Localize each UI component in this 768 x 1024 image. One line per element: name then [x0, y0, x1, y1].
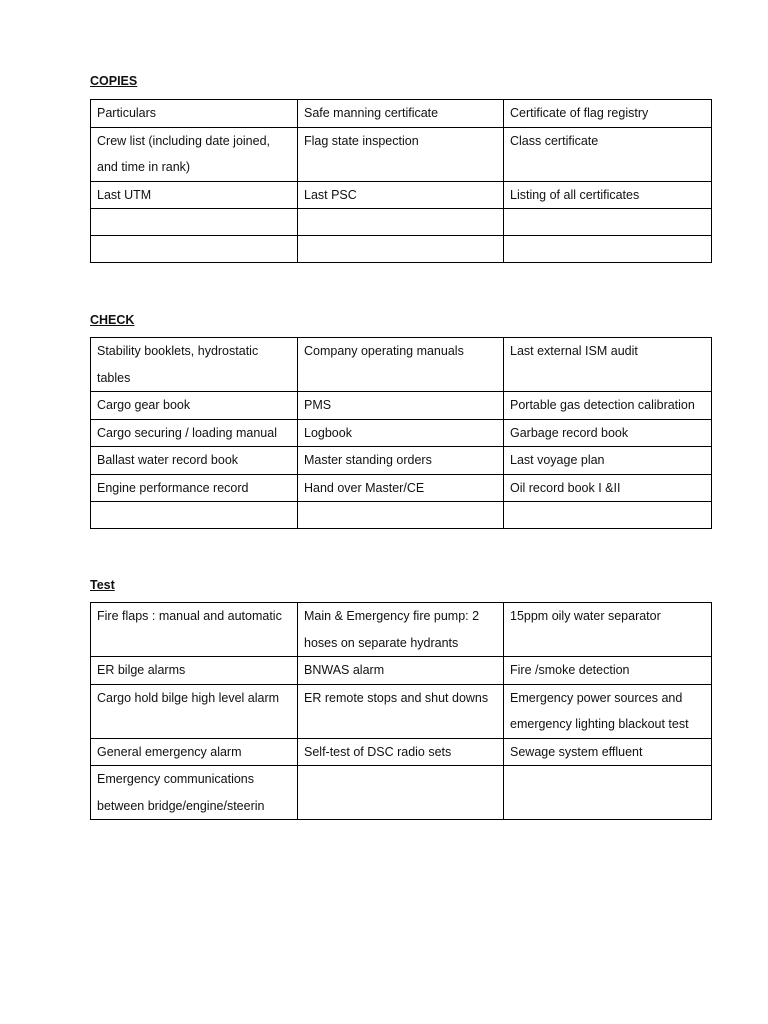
- table-cell: Main & Emergency fire pump: 2 hoses on separate hydrants: [298, 603, 504, 657]
- table-cell: General emergency alarm: [91, 738, 298, 766]
- table-cell: Last UTM: [91, 181, 298, 209]
- table-row: [91, 447, 712, 475]
- table-cell: Class certificate: [504, 127, 712, 181]
- table-cell: Last external ISM audit: [504, 338, 712, 392]
- table-cell: [91, 502, 298, 529]
- table-cell: Listing of all certificates: [504, 181, 712, 209]
- table-row: [91, 766, 712, 820]
- table-cell: [298, 236, 504, 263]
- table-row: [91, 502, 712, 529]
- test-heading: Test: [90, 578, 115, 592]
- test-table: [90, 602, 712, 820]
- table-row: [91, 100, 712, 128]
- table-cell: Ballast water record book: [91, 447, 298, 475]
- table-row: [91, 392, 712, 420]
- table-cell: [504, 236, 712, 263]
- table-cell: Company operating manuals: [298, 338, 504, 392]
- table-cell: Last voyage plan: [504, 447, 712, 475]
- table-cell: Safe manning certificate: [298, 100, 504, 128]
- table-cell: Master standing orders: [298, 447, 504, 475]
- table-cell: Crew list (including date joined, and time in rank): [91, 127, 298, 181]
- table-cell: Cargo gear book: [91, 392, 298, 420]
- table-row: [91, 236, 712, 263]
- table-cell: Garbage record book: [504, 419, 712, 447]
- table-cell: Particulars: [91, 100, 298, 128]
- table-row: [91, 474, 712, 502]
- table-cell: BNWAS alarm: [298, 657, 504, 685]
- table-cell: ER bilge alarms: [91, 657, 298, 685]
- table-cell: Last PSC: [298, 181, 504, 209]
- table-cell: Cargo securing / loading manual: [91, 419, 298, 447]
- table-cell: Emergency power sources and emergency lighting blackout test: [504, 684, 712, 738]
- table-cell: Engine performance record: [91, 474, 298, 502]
- copies-heading: COPIES: [90, 74, 138, 88]
- table-cell: [298, 766, 504, 820]
- copies-table: [90, 99, 712, 263]
- table-cell: [504, 766, 712, 820]
- table-row: [91, 657, 712, 685]
- table-cell: Logbook: [298, 419, 504, 447]
- table-cell: [298, 209, 504, 236]
- table-row: [91, 181, 712, 209]
- table-cell: Fire flaps : manual and automatic: [91, 603, 298, 657]
- table-cell: Oil record book I &II: [504, 474, 712, 502]
- table-row: [91, 209, 712, 236]
- table-row: [91, 419, 712, 447]
- table-row: [91, 738, 712, 766]
- table-cell: [504, 209, 712, 236]
- table-cell: Stability booklets, hydrostatic tables: [91, 338, 298, 392]
- table-cell: Flag state inspection: [298, 127, 504, 181]
- table-cell: Hand over Master/CE: [298, 474, 504, 502]
- table-cell: PMS: [298, 392, 504, 420]
- table-cell: Certificate of flag registry: [504, 100, 712, 128]
- table-cell: Fire /smoke detection: [504, 657, 712, 685]
- table-cell: Cargo hold bilge high level alarm: [91, 684, 298, 738]
- table-cell: Sewage system effluent: [504, 738, 712, 766]
- check-table: [90, 337, 712, 529]
- table-cell: Emergency communications between bridge/engine/steerin: [91, 766, 298, 820]
- table-cell: [91, 209, 298, 236]
- table-cell: Portable gas detection calibration: [504, 392, 712, 420]
- table-cell: ER remote stops and shut downs: [298, 684, 504, 738]
- table-cell: [298, 502, 504, 529]
- table-row: [91, 127, 712, 181]
- table-row: [91, 338, 712, 392]
- table-row: [91, 684, 712, 738]
- table-cell: Self-test of DSC radio sets: [298, 738, 504, 766]
- table-cell: [504, 502, 712, 529]
- table-cell: [91, 236, 298, 263]
- table-row: [91, 603, 712, 657]
- table-cell: 15ppm oily water separator: [504, 603, 712, 657]
- check-heading: CHECK: [90, 313, 135, 327]
